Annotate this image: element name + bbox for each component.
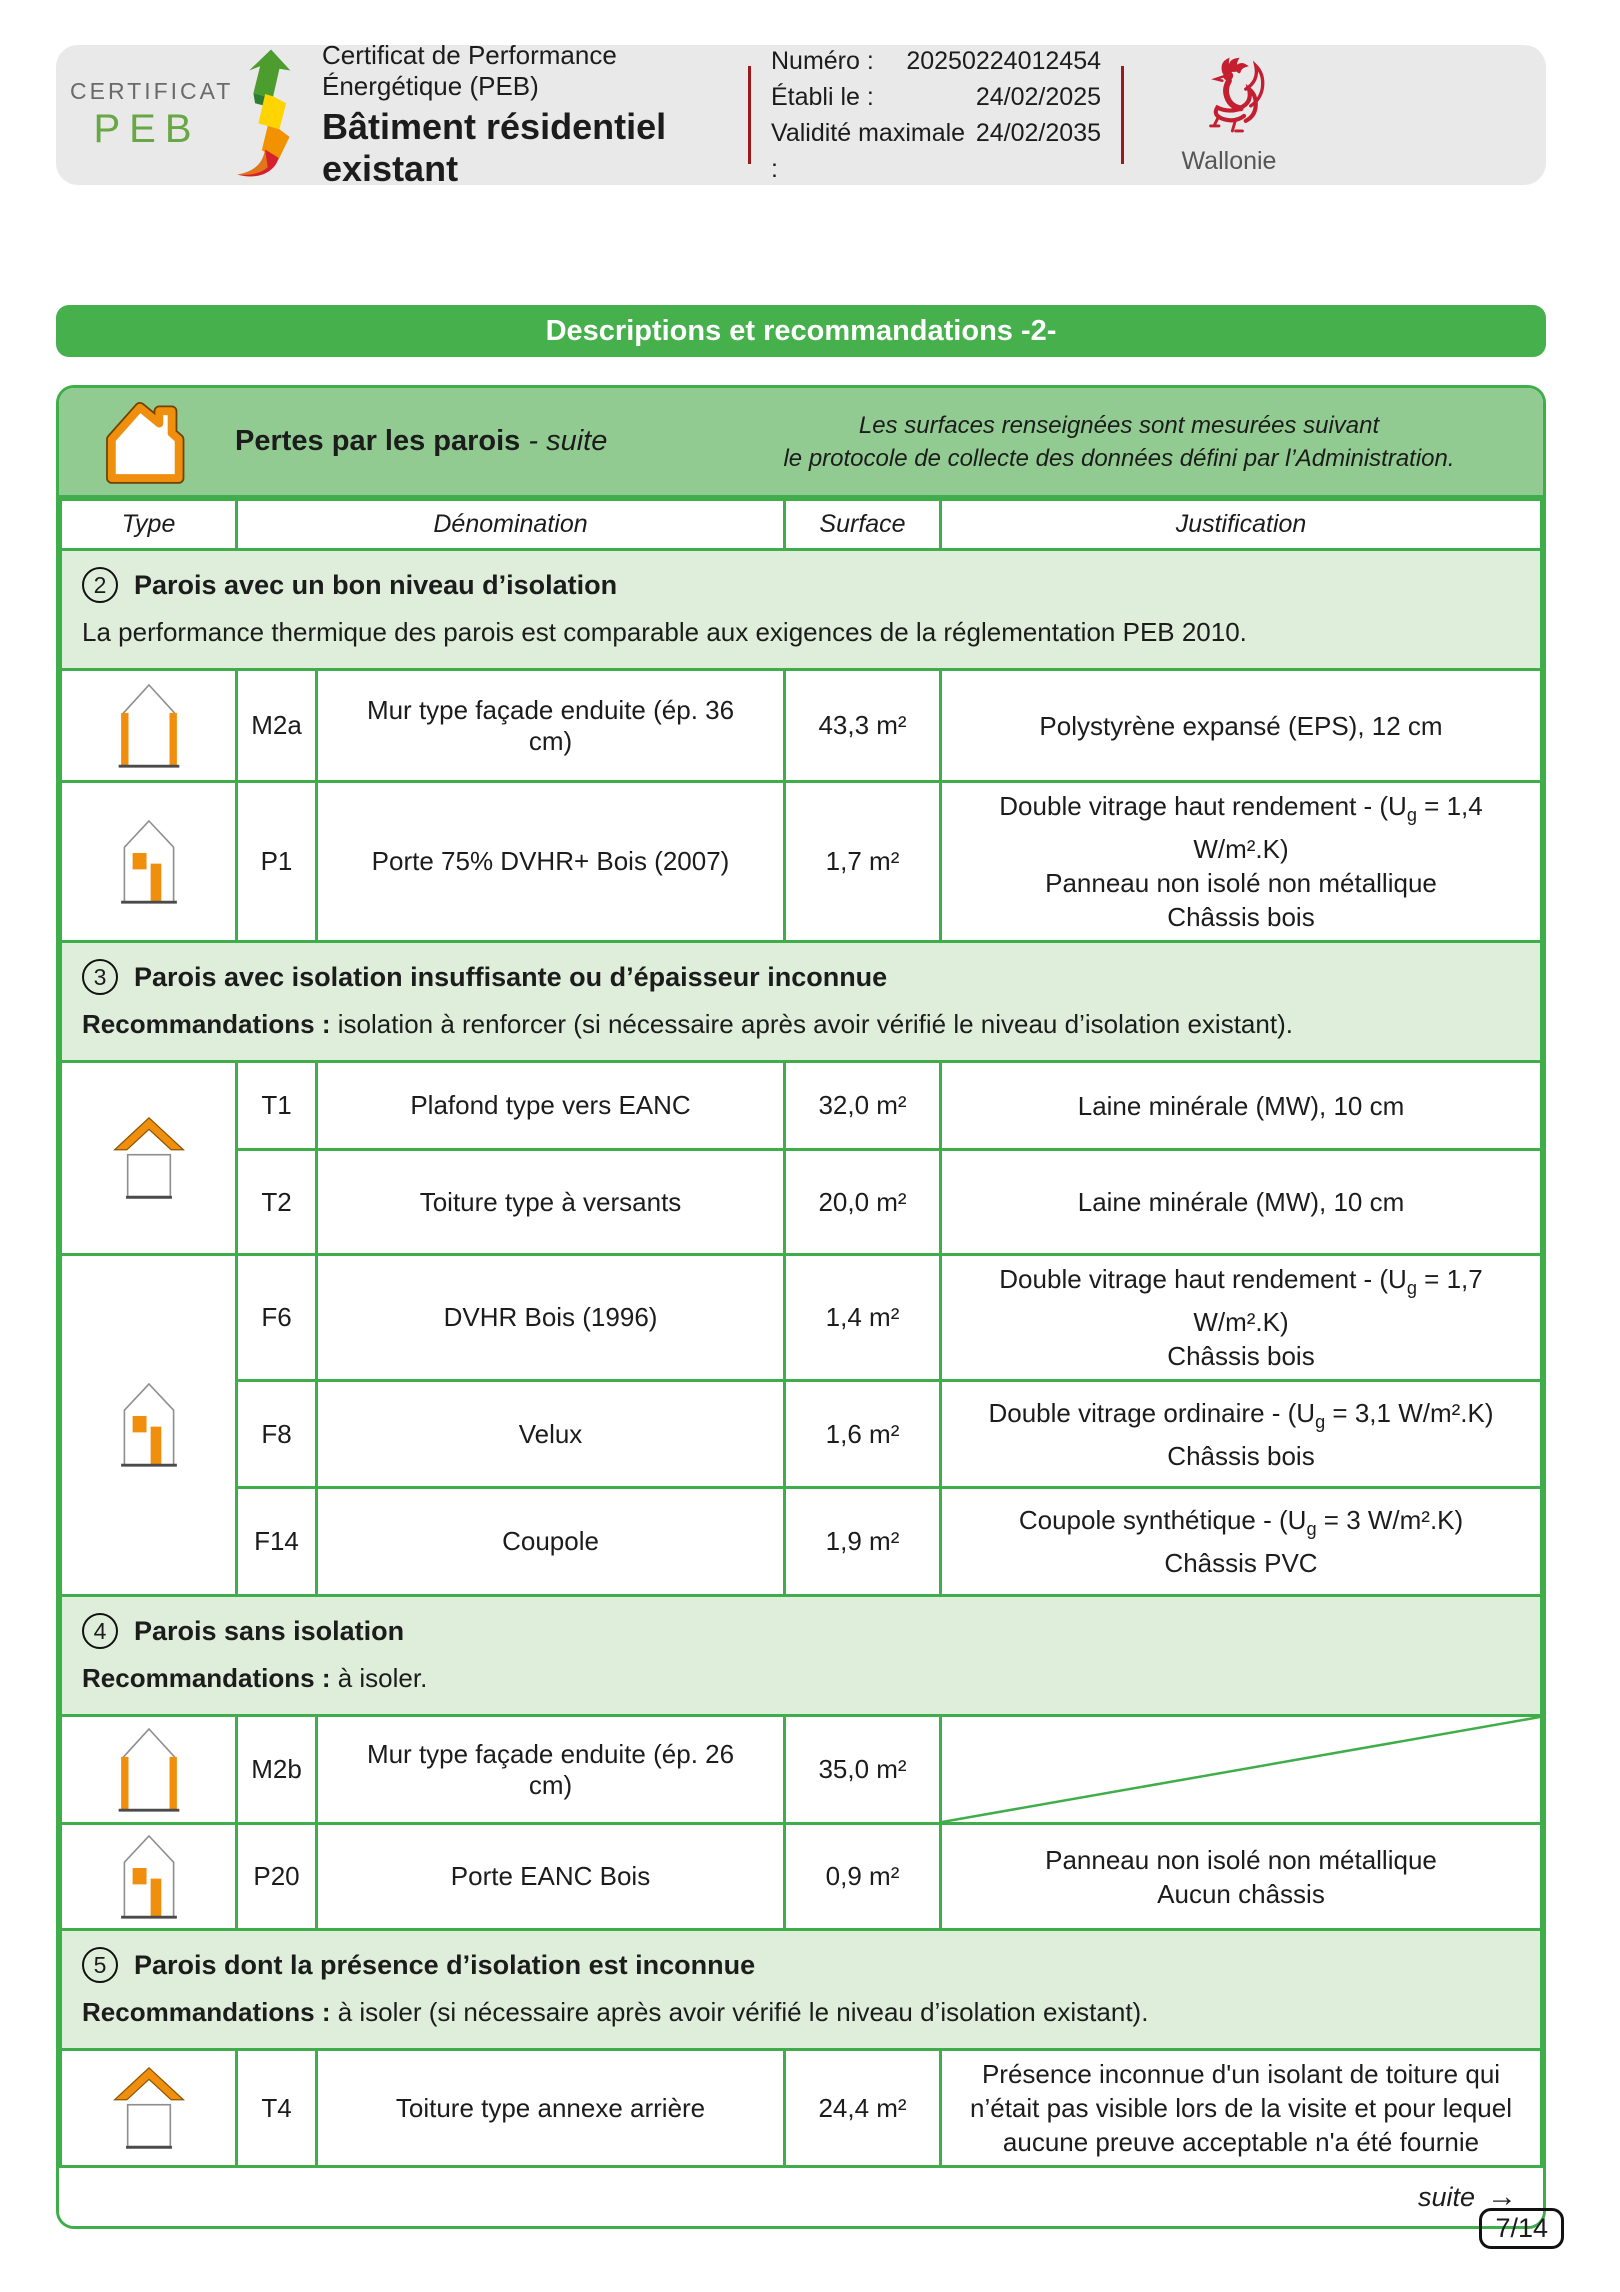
table-header-row: [61, 500, 1542, 550]
house-icon: [103, 395, 191, 489]
wallonie-label: Wallonie: [1181, 147, 1277, 175]
etabli-label: Établi le :: [771, 83, 874, 111]
paroi-justification: Double vitrage haut rendement - ($U_g = 1,7$ W/m².K) Châssis bois: [941, 1255, 1542, 1381]
page-indicator: 7/14: [1479, 2208, 1564, 2249]
section-band-4: [61, 1596, 1542, 1716]
section-5-title-row: [82, 1947, 1518, 1983]
type-cell: [61, 1255, 237, 1596]
paroi-code: M2a: [237, 670, 317, 782]
paroi-name: Porte 75% DVHR+ Bois (2007): [317, 782, 785, 942]
empty-justification-cell: [941, 1716, 1542, 1824]
paroi-code: F8: [237, 1381, 317, 1488]
info-row-validite: [771, 115, 1101, 187]
panel-note: [705, 409, 1543, 475]
paroi-name: Velux: [317, 1381, 785, 1488]
paroi-surface: 35,0 m²: [785, 1716, 941, 1824]
document-header: [56, 40, 1546, 189]
section-3-note: Recommandations : isolation à renforcer (si nécessaire après avoir vérifié le niveau d’isolation existant).: [82, 1009, 1293, 1040]
panel-footer: [59, 2168, 1543, 2226]
logo-peb-text: PEB: [93, 107, 201, 151]
energy-arrow-swoosh-icon: [224, 46, 308, 184]
panel-header: [59, 388, 1543, 498]
type-cell: [61, 1716, 237, 1824]
parois-panel: [56, 385, 1546, 2229]
roof-paroi-icon: [108, 2060, 190, 2156]
panel-title: [235, 425, 705, 458]
logo-certificat-text: CERTIFICAT: [70, 78, 234, 104]
arrow-right-icon: →: [1487, 2180, 1517, 2214]
paroi-justification: Présence inconnue d'un isolant de toiture qui n’était pas visible lors de la visite et pour lequel aucune preuve acceptable n'a été fournie: [941, 2050, 1542, 2167]
opening-paroi-icon: [108, 1377, 190, 1473]
paroi-name: Toiture type annexe arrière: [317, 2050, 785, 2167]
certificate-info: [771, 43, 1101, 187]
section-number-badge: 3: [82, 959, 118, 995]
paroi-name: Plafond type vers EANC: [317, 1062, 785, 1150]
section-band-5: [61, 1930, 1542, 2050]
section-2-title: Parois avec un bon niveau d’isolation: [134, 569, 618, 600]
table-row: [61, 1716, 1542, 1824]
numero-value: 20250224012454: [906, 47, 1101, 75]
paroi-code: M2b: [237, 1716, 317, 1824]
paroi-justification: Double vitrage haut rendement - ($U_g = 1,4$ W/m².K) Panneau non isolé non métallique Châssis bois: [941, 782, 1542, 942]
paroi-code: P20: [237, 1824, 317, 1930]
paroi-surface: 1,7 m²: [785, 782, 941, 942]
table-row: [61, 2050, 1542, 2167]
section-number-badge: 2: [82, 567, 118, 603]
diagonal-strike-line: [942, 1717, 1540, 1822]
panel-icon-cell: [59, 395, 235, 489]
col-surface: Surface: [785, 500, 941, 550]
section-3-title-row: [82, 959, 1518, 995]
type-cell: [61, 2050, 237, 2167]
peb-logo: [56, 78, 234, 152]
table-row: [61, 1255, 1542, 1381]
paroi-name: Toiture type à versants: [317, 1150, 785, 1255]
banner-title: Descriptions et recommandations -2-: [545, 314, 1057, 347]
col-type: Type: [61, 500, 237, 550]
header-divider: [748, 66, 751, 164]
col-denomination: Dénomination: [237, 500, 785, 550]
paroi-name: Porte EANC Bois: [317, 1824, 785, 1930]
section-2-note: La performance thermique des parois est comparable aux exigences de la réglementation PEB 2010.: [82, 617, 1247, 647]
document-titles: [308, 40, 728, 190]
suite-label: suite: [1417, 2181, 1475, 2212]
section-number-badge: 5: [82, 1947, 118, 1983]
paroi-code: T1: [237, 1062, 317, 1150]
paroi-code: F14: [237, 1488, 317, 1596]
paroi-code: T2: [237, 1150, 317, 1255]
paroi-justification: Coupole synthétique - ($U_g = 3$ W/m².K) Châssis PVC: [941, 1488, 1542, 1596]
section-banner: [56, 305, 1546, 357]
header-divider: [1121, 66, 1124, 164]
info-row-etabli: [771, 79, 1101, 115]
paroi-code: T4: [237, 2050, 317, 2167]
paroi-justification: Double vitrage ordinaire - ($U_g = 3,1$ W/m².K) Châssis bois: [941, 1381, 1542, 1488]
opening-paroi-icon: [108, 814, 190, 910]
paroi-surface: 1,6 m²: [785, 1381, 941, 1488]
paroi-justification: Laine minérale (MW), 10 cm: [941, 1062, 1542, 1150]
section-number-badge: 4: [82, 1613, 118, 1649]
col-justification: Justification: [941, 500, 1542, 550]
section-3-title: Parois avec isolation insuffisante ou d’épaisseur inconnue: [134, 961, 888, 992]
panel-title-main: Pertes par les parois: [235, 425, 521, 457]
paroi-code: P1: [237, 782, 317, 942]
numero-label: Numéro :: [771, 47, 874, 75]
paroi-justification: Panneau non isolé non métallique Aucun châssis: [941, 1824, 1542, 1930]
paroi-justification: Polystyrène expansé (EPS), 12 cm: [941, 670, 1542, 782]
paroi-surface: 43,3 m²: [785, 670, 941, 782]
table-row: [61, 670, 1542, 782]
paroi-surface: 24,4 m²: [785, 2050, 941, 2167]
section-band-3: [61, 942, 1542, 1062]
wall-paroi-icon: [108, 1722, 190, 1818]
panel-title-suffix: - suite: [520, 425, 608, 457]
wall-paroi-icon: [108, 678, 190, 774]
etabli-value: 24/02/2025: [975, 83, 1101, 111]
panel-note-line1: Les surfaces renseignées sont mesurées suivant: [858, 411, 1380, 439]
page-title: Bâtiment résidentiel existant: [322, 106, 667, 189]
opening-paroi-icon: [108, 1829, 190, 1925]
section-5-note: Recommandations : à isoler (si nécessaire après avoir vérifié le niveau d’isolation existant).: [82, 1997, 1149, 2028]
section-4-title-row: [82, 1613, 1518, 1649]
document-type: Certificat de Performance Énergétique (PEB): [322, 40, 617, 101]
paroi-name: Mur type façade enduite (ép. 36 cm): [317, 670, 785, 782]
paroi-surface: 0,9 m²: [785, 1824, 941, 1930]
table-row: [61, 1488, 1542, 1596]
section-2-title-row: [82, 567, 1518, 603]
section-5-title: Parois dont la présence d’isolation est inconnue: [134, 1949, 756, 1980]
section-band-2: [61, 550, 1542, 670]
section-4-title: Parois sans isolation: [134, 1615, 405, 1646]
paroi-code: F6: [237, 1255, 317, 1381]
table-row: [61, 1062, 1542, 1150]
rooster-icon: [1183, 54, 1275, 146]
info-row-numero: [771, 43, 1101, 79]
type-cell: [61, 670, 237, 782]
panel-note-line2: le protocole de collecte des données défini par l’Administration.: [783, 444, 1455, 472]
validite-label: Validité maximale :: [771, 119, 966, 183]
paroi-justification: Laine minérale (MW), 10 cm: [941, 1150, 1542, 1255]
paroi-surface: 1,4 m²: [785, 1255, 941, 1381]
wallonie-logo: [1144, 54, 1314, 176]
paroi-name: Mur type façade enduite (ép. 26 cm): [317, 1716, 785, 1824]
table-row: [61, 1150, 1542, 1255]
paroi-surface: 32,0 m²: [785, 1062, 941, 1150]
validite-value: 24/02/2035: [975, 119, 1101, 147]
section-4-note: Recommandations : à isoler.: [82, 1663, 428, 1694]
type-cell: [61, 1062, 237, 1255]
table-row: [61, 1381, 1542, 1488]
type-cell: [61, 1824, 237, 1930]
paroi-surface: 1,9 m²: [785, 1488, 941, 1596]
roof-paroi-icon: [108, 1110, 190, 1206]
table-row: [61, 1824, 1542, 1930]
paroi-name: DVHR Bois (1996): [317, 1255, 785, 1381]
table-row: [61, 782, 1542, 942]
paroi-surface: 20,0 m²: [785, 1150, 941, 1255]
paroi-name: Coupole: [317, 1488, 785, 1596]
type-cell: [61, 782, 237, 942]
parois-table: [59, 498, 1543, 2168]
